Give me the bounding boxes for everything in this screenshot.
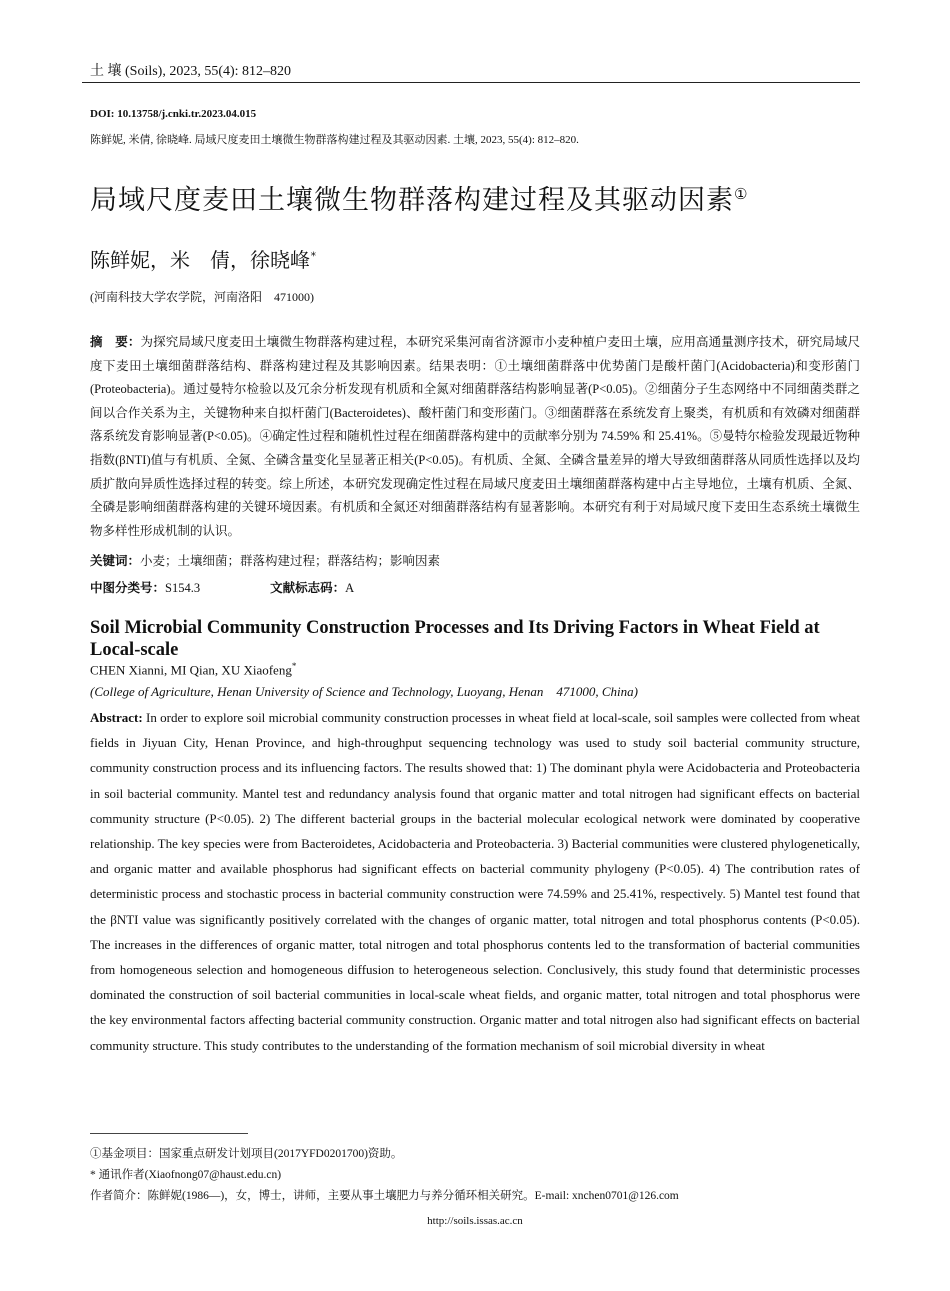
footnote-corresponding: * 通讯作者(Xiaofnong07@haust.edu.cn)	[90, 1169, 282, 1181]
doc-code-label: 文献标志码：	[270, 581, 346, 595]
footnote-funding: ①基金项目：国家重点研发计划项目(2017YFD0201700)资助。	[90, 1148, 403, 1160]
clc-value: S154.3	[165, 581, 201, 595]
affiliation-english: (College of Agriculture, Henan University of Science and Technology, Luoyang, Henan 471000, China)	[90, 684, 638, 699]
corresponding-mark: *	[310, 249, 317, 263]
authors-chinese	[90, 244, 317, 273]
title-footnote-mark: ①	[734, 185, 749, 203]
clc-label: 中图分类号：	[90, 581, 166, 595]
doi: DOI: 10.13758/j.cnki.tr.2023.04.015	[90, 108, 257, 120]
abstract-chinese-label: 摘 要：	[90, 335, 141, 349]
keywords-text: 小麦；土壤细菌；群落构建过程；群落结构；影响因素	[140, 554, 441, 568]
doc-code-value: A	[345, 581, 355, 595]
abstract-english	[90, 705, 860, 1058]
authors-english	[90, 661, 296, 678]
classification-line	[90, 578, 354, 596]
title-chinese	[90, 178, 748, 217]
header-rule	[82, 82, 860, 83]
citation: 陈鲜妮, 米倩, 徐晓峰. 局域尺度麦田土壤微生物群落构建过程及其驱动因素. 土壤, 2023, 55(4): 812–820.	[90, 134, 579, 146]
title-english: Soil Microbial Community Construction Processes and Its Driving Factors in Wheat Field at Local-scale	[90, 618, 820, 660]
abstract-chinese	[90, 331, 860, 543]
keywords-chinese	[90, 551, 440, 569]
authors-english-text: CHEN Xianni, MI Qian, XU Xiaofeng	[90, 662, 292, 678]
abstract-english-text: In order to explore soil microbial community construction processes in wheat field at local-scale, soil samples were collected from wheat fields in Jiyuan City, Henan Province, and high-throughput sequencing technology was used to study soil bacterial community structure, community construction process and its influencing factors. The results showed that: 1) The dominant phyla were Acidobacteria and Proteobacteria in soil bacterial community. Mantel test and redundancy analysis found that organic matter and total nitrogen had significant effects on bacterial community structure (P<0.05). 2) The different bacterial groups in the bacterial molecular ecological network were dominated by cooperative relationship. The key species were from Bacteroidetes, Acidobacteria and Proteobacteria. 3) Bacterial communities were clustered phylogenetically, and organic matter and available phosphorus had significant effects on bacterial community phylogeny (P<0.05). 4) The contribution rates of deterministic process and stochastic process in bacterial community construction were 74.59% and 25.41%, respectively. 5) Mantel test found that the βNTI value was significantly positively correlated with the changes of organic matter, total nitrogen and total phosphorus contents (P<0.05). The increases in the differences of organic matter, total nitrogen and total phosphorus contents led to the transformation of bacterial communities from homogeneous selection and homogeneous diffusion to heterogeneous selection. Conclusively, this study found that deterministic processes dominated the construction of soil bacterial communities in local-scale wheat fields, and organic matter, total nitrogen and total phosphorus were the key environmental factors affecting bacterial community construction. Organic matter and total nitrogen also had significant effects on bacterial community structure. This study contributes to the understanding of the formation mechanism of soil microbial diversity in wheat	[90, 710, 861, 1053]
abstract-chinese-text: 为探究局域尺度麦田土壤微生物群落构建过程，本研究采集河南省济源市小麦种植户麦田土壤，应用高通量测序技术，研究局域尺度下麦田土壤细菌群落结构、群落构建过程及其影响因素。结果表明：①土壤细菌群落中优势菌门是酸杆菌门(Acidobacteria)和变形菌门(Proteobacteria)。通过曼特尔检验以及冗余分析发现有机质和全氮对细菌群落结构影响显著(P<0.05)。②细菌分子生态网络中不同细菌类群之间以合作关系为主，关键物种来自拟杆菌门(Bacteroidetes)、酸杆菌门和变形菌门。③细菌群落在系统发育上聚类，有机质和有效磷对细菌群落系统发育影响显著(P<0.05)。④确定性过程和随机性过程在细菌群落构建中的贡献率分别为 74.59% 和 25.41%。⑤曼特尔检验发现最近物种指数(βNTI)值与有机质、全氮、全磷含量变化呈显著正相关(P<0.05)。有机质、全氮、全磷含量差异的增大导致细菌群落从同质性选择以及均质扩散向异质性选择过程的转变。综上所述，本研究发现确定性过程在局域尺度麦田土壤细菌群落构建中占主导地位，土壤有机质、全氮、全磷是影响细菌群落构建的关键环境因素。有机质和全氮还对细菌群落结构有显著影响。本研究有利于对局域尺度下麦田生态系统土壤微生物多样性形成机制的认识。	[90, 335, 860, 538]
authors-chinese-text: 陈鲜妮，米 倩，徐晓峰	[90, 248, 310, 272]
running-head: 土 壤 (Soils), 2023, 55(4): 812–820	[90, 64, 292, 79]
footnote-rule	[90, 1133, 248, 1134]
keywords-label: 关键词：	[90, 554, 141, 568]
title-chinese-text: 局域尺度麦田土壤微生物群落构建过程及其驱动因素	[90, 185, 734, 216]
corresponding-mark-en: *	[291, 661, 297, 671]
abstract-english-label: Abstract:	[90, 710, 143, 725]
affiliation-chinese: (河南科技大学农学院，河南洛阳 471000)	[90, 290, 314, 304]
footnote-author-bio: 作者简介：陈鲜妮(1986—)，女，博士，讲师，主要从事土壤肥力与养分循环相关研究。E-mail: xnchen0701@126.com	[90, 1190, 679, 1202]
footer-url: http://soils.issas.ac.cn	[427, 1215, 523, 1227]
